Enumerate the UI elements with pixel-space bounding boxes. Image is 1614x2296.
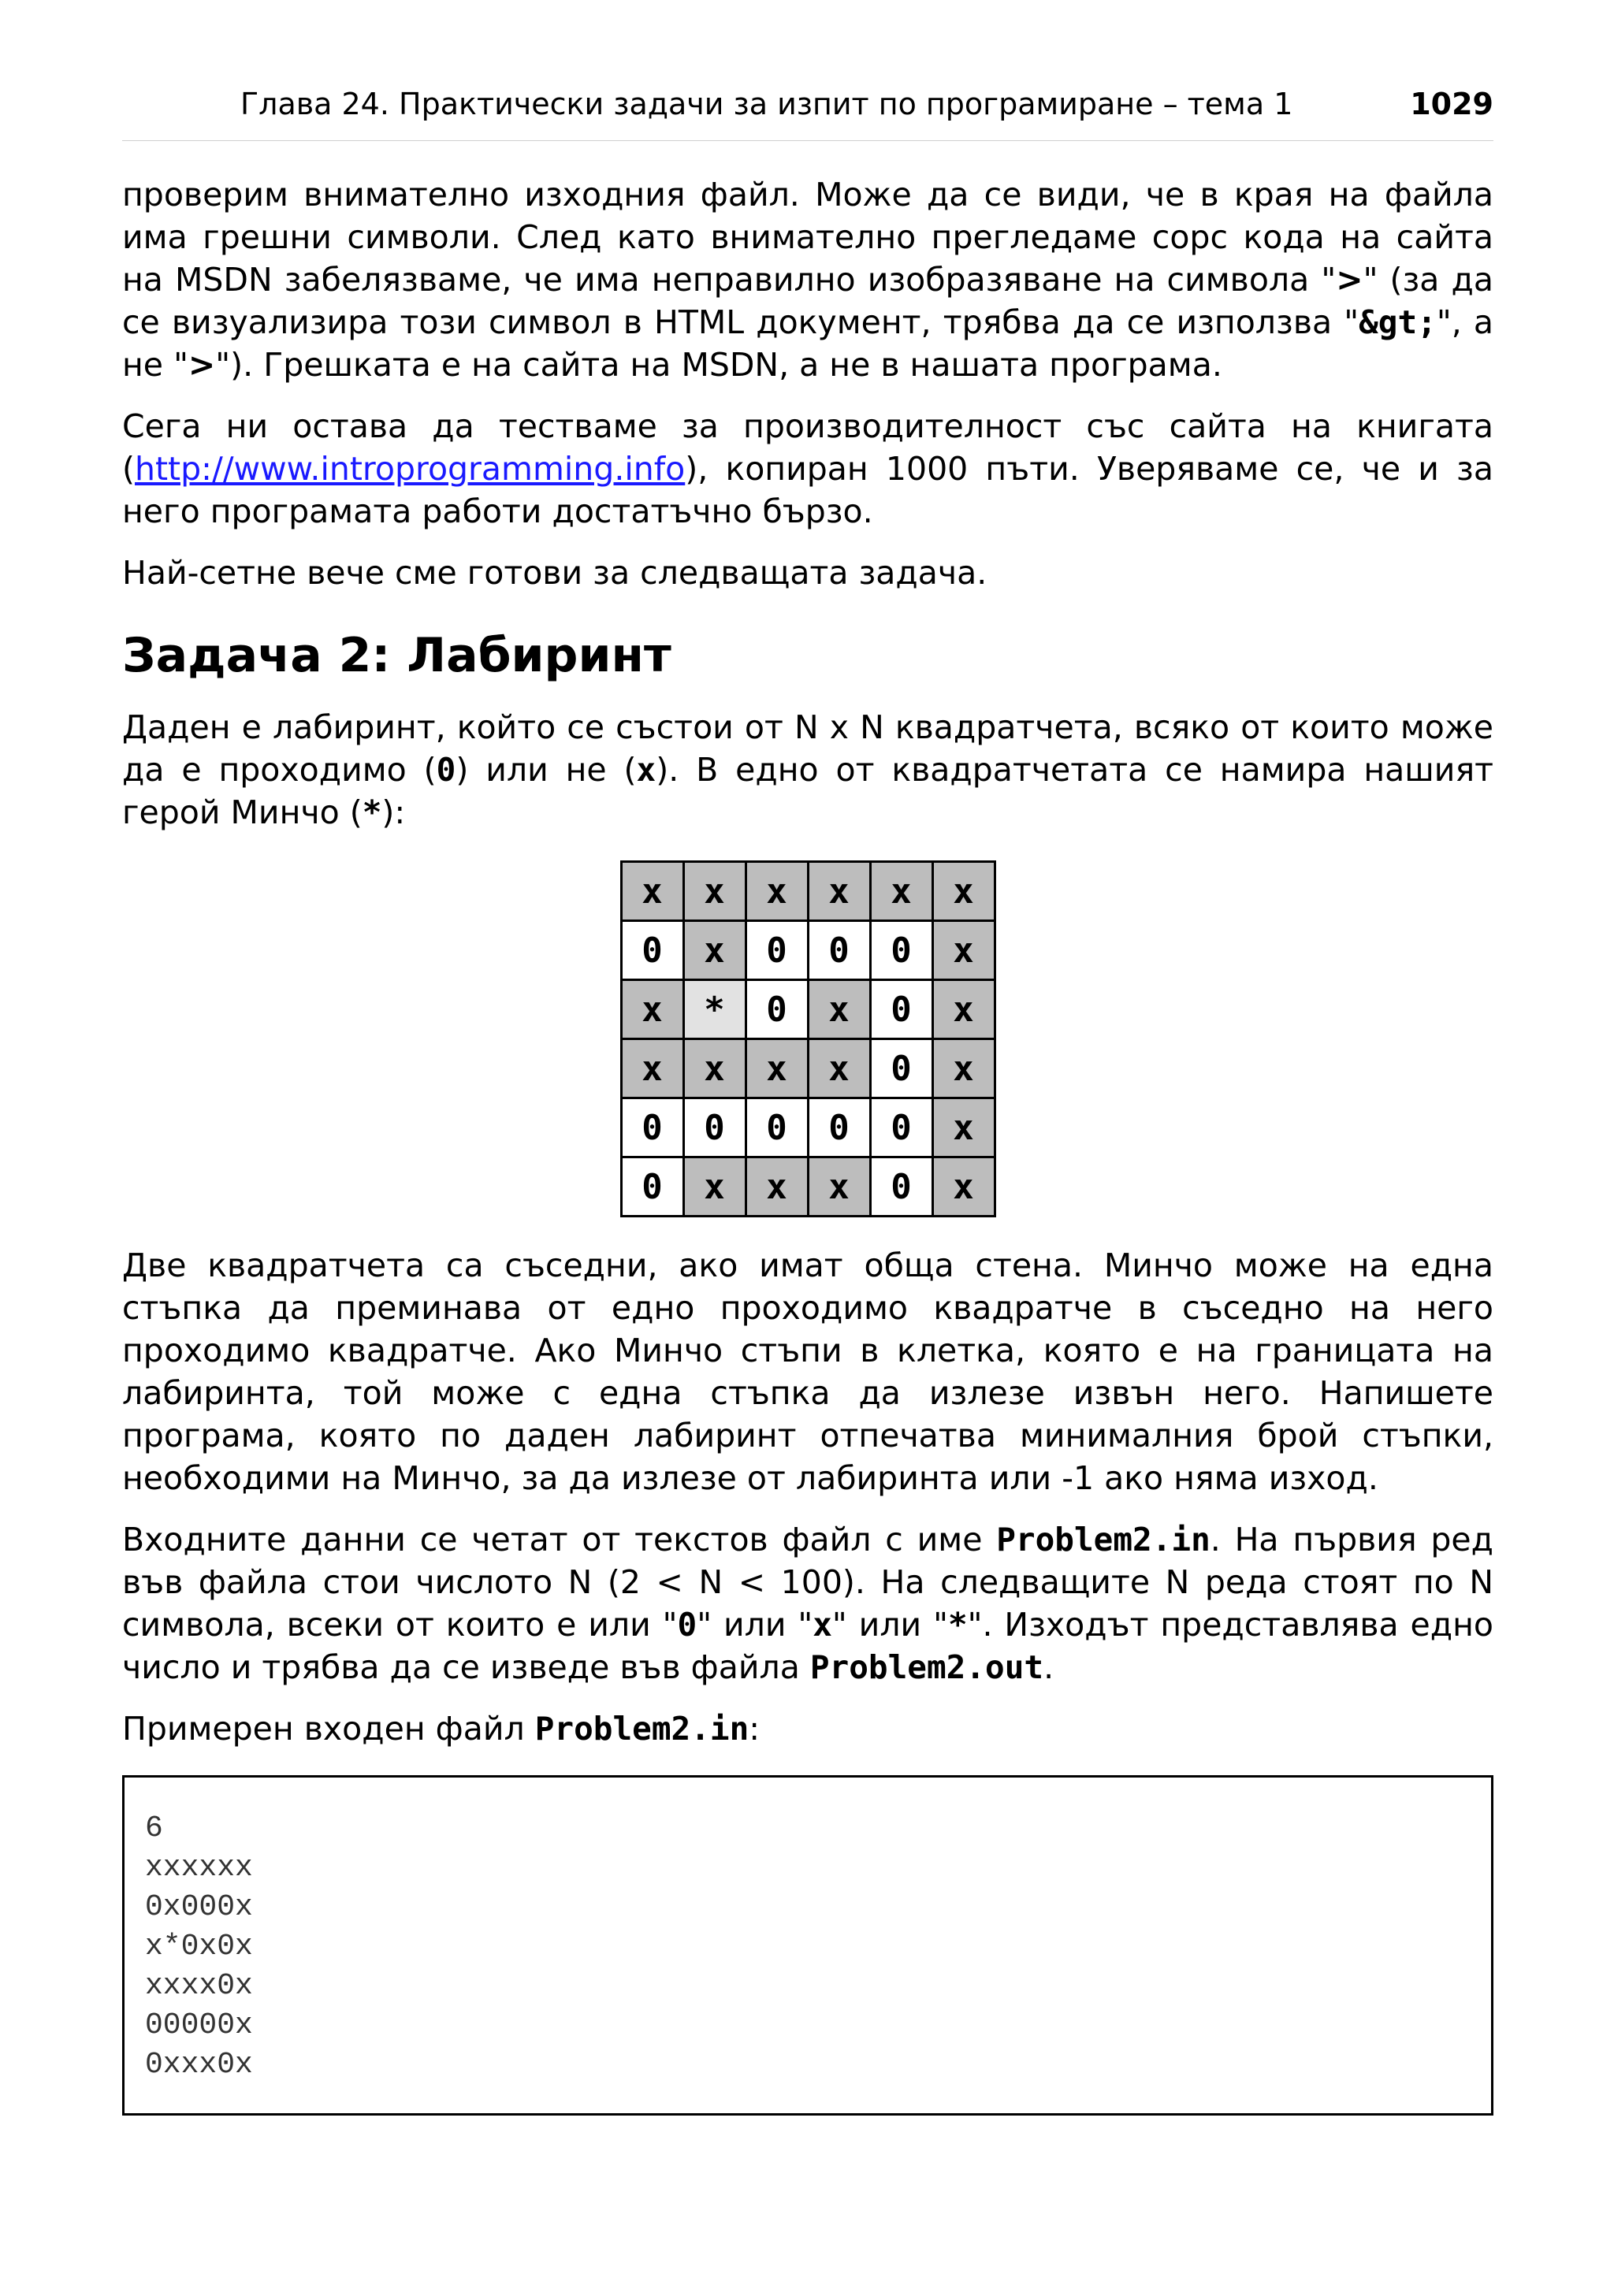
section-heading: Задача 2: Лабиринт — [122, 628, 671, 683]
maze-cell: x — [932, 980, 995, 1039]
input-filename: Problem2.in — [996, 1521, 1210, 1559]
text-span: Входните данни се четат от текстов файл с име — [122, 1521, 997, 1559]
maze-cell: 0 — [621, 1098, 683, 1157]
maze-table — [620, 860, 996, 1217]
text-span: ". Изходът представлява едно число и трябва да се изведе във файла — [122, 1606, 1494, 1686]
code-line: 0x000x — [145, 1890, 253, 1924]
output-filename: Problem2.out — [809, 1648, 1044, 1686]
paragraph-sample-label — [122, 1707, 1493, 1750]
text-span: . На първия ред във файла стои числото N (2 < N < 100). На следващите N реда стоят по N символа, всеки от които е или " — [122, 1521, 1493, 1644]
text-span: ", а не " — [122, 303, 1493, 384]
text-span: Даден е лабиринт, който се състои от N x N квадратчета, всяко от които може да е проходимо ( — [122, 708, 1493, 789]
text-span: : — [749, 1710, 761, 1748]
paragraph-next-task: Най-сетне вече сме готови за следващата задача. — [122, 554, 987, 592]
text-span: " или " — [831, 1606, 948, 1644]
paragraph-msdn-check — [122, 173, 1493, 386]
page-number: 1029 — [1410, 87, 1493, 121]
maze-row — [621, 921, 995, 980]
gt-symbol: > — [188, 346, 216, 384]
code-line: 6 — [145, 1811, 163, 1845]
text-span: " (за да се визуализира този символ в HTML документ, трябва да се използва " — [122, 261, 1493, 341]
paragraph-maze-intro — [122, 706, 1493, 834]
maze-cell: x — [746, 1157, 808, 1217]
maze-cell: 0 — [870, 1098, 932, 1157]
maze-row — [621, 980, 995, 1039]
running-title: Глава 24. Практически задачи за изпит по програмиране – тема 1 — [240, 87, 1293, 121]
maze-cell: x — [870, 862, 932, 921]
text-span: Примерен входен файл — [122, 1710, 535, 1748]
text-span: ): — [381, 793, 406, 831]
maze-cell: x — [746, 1039, 808, 1098]
maze-cell: x — [621, 862, 683, 921]
maze-cell: * — [683, 980, 746, 1039]
maze-cell: x — [621, 980, 683, 1039]
maze-cell: x — [808, 1157, 870, 1217]
maze-cell: x — [932, 921, 995, 980]
text-span: ). В едно от квадратчетата се намира нашият герой Минчо ( — [122, 751, 1493, 831]
code-wall-cell: x — [813, 1606, 832, 1644]
maze-cell: x — [808, 1039, 870, 1098]
maze-cell: x — [932, 1098, 995, 1157]
maze-cell: x — [808, 980, 870, 1039]
code-line: 0xxx0x — [145, 2048, 253, 2082]
maze-cell: x — [932, 1157, 995, 1217]
maze-cell: x — [683, 921, 746, 980]
text-span: Сега ни остава да тестваме за производителност със сайта на книгата ( — [122, 407, 1493, 488]
maze-cell: x — [808, 862, 870, 921]
sample-input-box — [122, 1775, 1493, 2116]
code-line: xxxx0x — [145, 1969, 253, 2003]
maze-row — [621, 1157, 995, 1217]
code-free-cell: 0 — [436, 751, 456, 789]
maze-row — [621, 1039, 995, 1098]
code-wall-cell: x — [636, 751, 656, 789]
intro-programming-link[interactable]: http://www.introprogramming.info — [135, 450, 686, 488]
maze-cell: x — [746, 862, 808, 921]
maze-cell: 0 — [746, 1098, 808, 1157]
maze-cell: 0 — [870, 980, 932, 1039]
text-span: "). Грешката е на сайта на MSDN, а не в нашата програма. — [215, 346, 1222, 384]
code-line: x*0x0x — [145, 1930, 253, 1963]
maze-cell: x — [932, 1039, 995, 1098]
maze-cell: 0 — [621, 1157, 683, 1217]
gt-symbol: > — [1336, 261, 1363, 299]
text-span: " или " — [697, 1606, 813, 1644]
maze-cell: 0 — [621, 921, 683, 980]
paragraph-performance-test — [122, 405, 1493, 533]
maze-cell: x — [932, 862, 995, 921]
code-line: xxxxxx — [145, 1851, 253, 1885]
maze-cell: 0 — [808, 1098, 870, 1157]
maze-body — [621, 862, 995, 1217]
maze-cell: x — [683, 862, 746, 921]
maze-row — [621, 862, 995, 921]
maze-cell: x — [621, 1039, 683, 1098]
text-span: ), копиран 1000 пъти. Уверяваме се, че и за него програмата работи достатъчно бързо. — [122, 450, 1493, 530]
maze-cell: 0 — [683, 1098, 746, 1157]
page-content — [122, 173, 1493, 2116]
maze-cell: 0 — [870, 1039, 932, 1098]
gt-entity-code: &gt; — [1359, 303, 1437, 341]
paragraph-rules: Две квадратчета са съседни, ако имат обща стена. Минчо може на една стъпка да преминава от едно проходимо квадратче в съседно на него проходимо квадратче. Ако Минчо стъпи в клетка, която е на границата на лабиринта, той може с една стъпка да излезе извън него. Напишете програма, която по даден лабиринт отпечатва минималния брой стъпки, необходими на Минчо, за да излезе от лабиринта или -1 ако няма изход. — [122, 1246, 1493, 1497]
paragraph-input-format — [122, 1518, 1493, 1689]
code-hero-cell: * — [947, 1606, 968, 1644]
maze-cell: 0 — [746, 980, 808, 1039]
maze-cell: x — [683, 1039, 746, 1098]
text-span: ) или не ( — [456, 751, 637, 789]
maze-cell: 0 — [870, 1157, 932, 1217]
maze-cell: 0 — [808, 921, 870, 980]
page-header — [122, 80, 1493, 141]
code-free-cell: 0 — [677, 1606, 697, 1644]
input-filename: Problem2.in — [534, 1710, 749, 1748]
maze-cell: 0 — [746, 921, 808, 980]
code-line: 00000x — [145, 2008, 253, 2042]
code-hero-cell: * — [362, 793, 382, 831]
text-span: . — [1043, 1648, 1054, 1686]
maze-row — [621, 1098, 995, 1157]
maze-cell: x — [683, 1157, 746, 1217]
text-span: проверим внимателно изходния файл. Може да се види, че в края на файла има грешни символи. След като внимателно прегледаме сорс кода на сайта на MSDN забелязваме, че има неправилно изобразяване на символа " — [122, 176, 1493, 299]
maze-cell: 0 — [870, 921, 932, 980]
